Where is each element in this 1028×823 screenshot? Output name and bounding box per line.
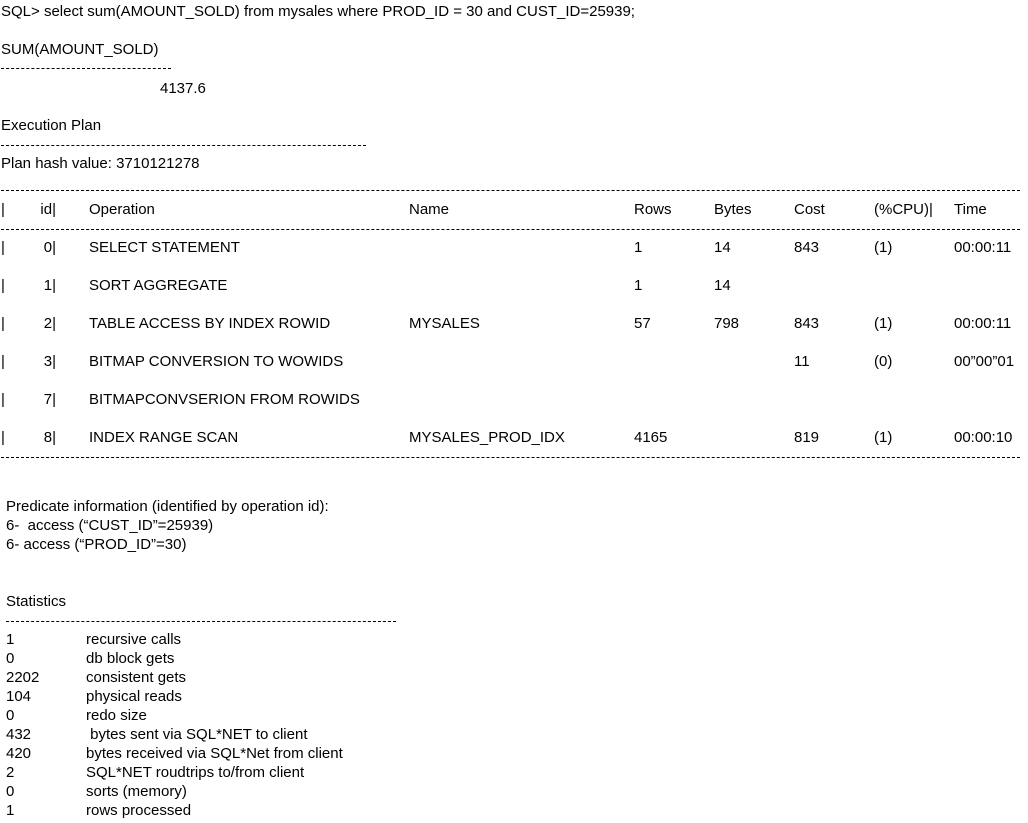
row-bar: | xyxy=(1,353,5,370)
stat-value: 420 xyxy=(6,745,32,762)
row-id: 7| xyxy=(43,391,56,408)
statistics-divider xyxy=(6,621,396,622)
row-id: 0| xyxy=(43,239,56,256)
row-cost: 843 xyxy=(794,315,820,332)
row-operation: SORT AGGREGATE xyxy=(89,277,228,294)
statistics-title: Statistics xyxy=(6,593,67,610)
row-time: 00:00:11 xyxy=(954,239,1012,256)
plan-table-header-divider xyxy=(1,229,1020,230)
header-operation: Operation xyxy=(89,201,155,218)
row-operation: INDEX RANGE SCAN xyxy=(89,429,239,446)
row-cpu: (1) xyxy=(874,429,893,446)
row-name: MYSALES_PROD_IDX xyxy=(409,429,565,446)
stat-label: physical reads xyxy=(86,688,182,705)
stat-label: recursive calls xyxy=(86,631,182,648)
row-operation: BITMAP CONVERSION TO WOWIDS xyxy=(89,353,344,370)
header-rows: Rows xyxy=(634,201,672,218)
row-bar: | xyxy=(1,315,5,332)
predicate-line: 6- access (“CUST_ID”=25939) xyxy=(6,517,214,534)
predicate-title: Predicate information (identified by operation id): xyxy=(6,498,329,515)
stat-value: 104 xyxy=(6,688,32,705)
result-column-header: SUM(AMOUNT_SOLD) xyxy=(1,41,159,58)
row-cost: 819 xyxy=(794,429,820,446)
row-id: 3| xyxy=(43,353,56,370)
stat-label: SQL*NET roudtrips to/from client xyxy=(86,764,305,781)
row-rows: 1 xyxy=(634,277,643,294)
execution-plan-title: Execution Plan xyxy=(1,117,102,134)
row-operation: BITMAPCONVSERION FROM ROWIDS xyxy=(89,391,360,408)
stat-value: 2 xyxy=(6,764,15,781)
row-rows: 4165 xyxy=(634,429,668,446)
row-cpu: (1) xyxy=(874,239,893,256)
row-rows: 57 xyxy=(634,315,651,332)
stat-label: bytes received via SQL*Net from client xyxy=(86,745,343,762)
result-header-divider xyxy=(1,68,171,69)
header-name: Name xyxy=(409,201,450,218)
stat-value: 2202 xyxy=(6,669,40,686)
stat-value: 1 xyxy=(6,802,15,819)
row-operation: TABLE ACCESS BY INDEX ROWID xyxy=(89,315,331,332)
row-cost: 11 xyxy=(794,353,810,370)
stat-label: db block gets xyxy=(86,650,175,667)
row-name: MYSALES xyxy=(409,315,480,332)
header-bar: | xyxy=(1,201,5,218)
row-id: 8| xyxy=(43,429,56,446)
row-bar: | xyxy=(1,391,5,408)
stat-value: 0 xyxy=(6,650,15,667)
row-time: 00:00:10 xyxy=(954,429,1013,446)
stat-label: bytes sent via SQL*NET to client xyxy=(86,726,308,743)
header-bytes: Bytes xyxy=(714,201,752,218)
plan-hash-value: Plan hash value: 3710121278 xyxy=(1,155,200,172)
plan-table-top-divider xyxy=(1,190,1020,191)
stat-value: 432 xyxy=(6,726,32,743)
row-cost: 843 xyxy=(794,239,820,256)
stat-label: redo size xyxy=(86,707,147,724)
stat-label: rows processed xyxy=(86,802,192,819)
stat-value: 0 xyxy=(6,783,15,800)
sql-command-line: SQL> select sum(AMOUNT_SOLD) from mysales where PROD_ID = 30 and CUST_ID=25939; xyxy=(1,3,635,20)
plan-title-divider xyxy=(1,145,366,146)
stat-value: 0 xyxy=(6,707,15,724)
header-cpu: (%CPU)| xyxy=(874,201,933,218)
result-value: 4137.6 xyxy=(160,80,206,97)
row-id: 1| xyxy=(43,277,56,294)
header-cost: Cost xyxy=(794,201,825,218)
row-bar: | xyxy=(1,429,5,446)
row-bar: | xyxy=(1,239,5,256)
header-id: id| xyxy=(40,201,56,218)
row-cpu: (1) xyxy=(874,315,893,332)
predicate-line: 6- access (“PROD_ID”=30) xyxy=(6,536,187,553)
row-time: 00:00:11 xyxy=(954,315,1012,332)
row-id: 2| xyxy=(43,315,56,332)
row-bytes: 14 xyxy=(714,277,731,294)
row-time: 00”00”01 xyxy=(954,353,1015,370)
row-rows: 1 xyxy=(634,239,643,256)
row-bytes: 14 xyxy=(714,239,731,256)
stat-label: consistent gets xyxy=(86,669,187,686)
row-bytes: 798 xyxy=(714,315,740,332)
stat-label: sorts (memory) xyxy=(86,783,187,800)
row-bar: | xyxy=(1,277,5,294)
row-cpu: (0) xyxy=(874,353,893,370)
plan-table-bottom-divider xyxy=(1,457,1020,458)
header-time: Time xyxy=(954,201,987,218)
stat-value: 1 xyxy=(6,631,15,648)
row-operation: SELECT STATEMENT xyxy=(89,239,240,256)
